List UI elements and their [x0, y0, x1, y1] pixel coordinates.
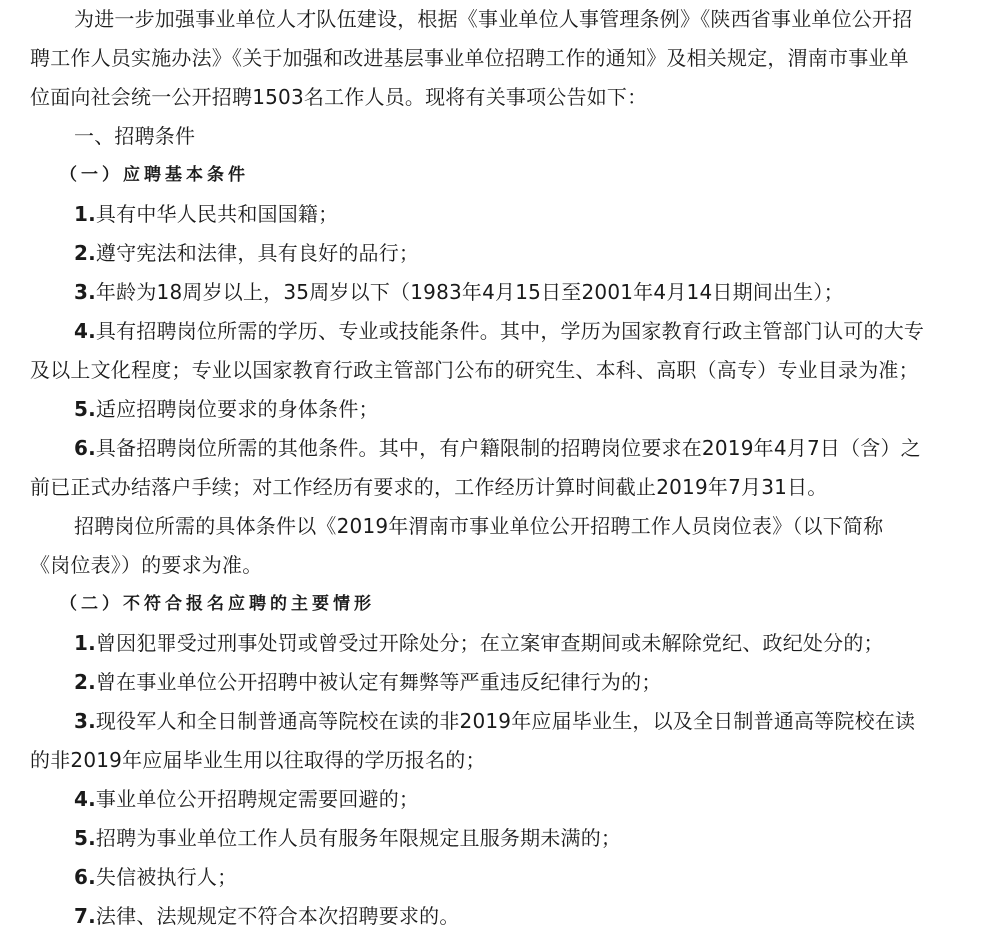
exclusion-2 — [30, 663, 983, 702]
item-text: 事业单位公开招聘规定需要回避的； — [95, 787, 420, 811]
item-text: 年龄为18周岁以上，35周岁以下（1983年4月15日至2001年4月14日期间出生）； — [95, 280, 844, 304]
item-number: 3. — [74, 709, 96, 733]
intro-line-2: 聘工作人员实施办法》《关于加强和改进基层事业单位招聘工作的通知》及相关规定，渭南市事业单 — [30, 46, 909, 70]
item-text: 招聘为事业单位工作人员有服务年限规定且服务期未满的； — [95, 826, 622, 850]
intro-line-3: 位面向社会统一公开招聘1503名工作人员。现将有关事项公告如下： — [30, 85, 648, 109]
item-number: 1. — [74, 202, 96, 226]
exclusion-3 — [30, 702, 983, 741]
item-text: 适应招聘岗位要求的身体条件； — [95, 397, 379, 421]
item-text: 现役军人和全日制普通高等院校在读的非2019年应届毕业生，以及全日制普通高等院校在读 — [95, 709, 916, 733]
item-text: 遵守宪法和法律，具有良好的品行； — [95, 241, 420, 265]
intro-line-1: 为进一步加强事业单位人才队伍建设，根据《事业单位人事管理条例》《陕西省事业单位公开招 — [74, 7, 913, 31]
subsection-2-heading: （二）不符合报名应聘的主要情形 — [60, 594, 375, 614]
item-number: 2. — [74, 241, 96, 265]
item-text: 具有中华人民共和国国籍； — [95, 202, 339, 226]
position-note-line-1: 招聘岗位所需的具体条件以《2019年渭南市事业单位公开招聘工作人员岗位表》（以下简称 — [74, 514, 884, 538]
item-number: 6. — [74, 436, 96, 460]
item-text: 曾在事业单位公开招聘中被认定有舞弊等严重违反纪律行为的； — [95, 670, 662, 694]
position-note-line-2: 《岗位表》）的要求为准。 — [30, 553, 263, 577]
basic-condition-5 — [30, 390, 983, 429]
exclusion-3-continued: 的非2019年应届毕业生用以往取得的学历报名的； — [30, 748, 486, 772]
item-number: 3. — [74, 280, 96, 304]
basic-condition-2 — [30, 234, 983, 273]
item-number: 7. — [74, 904, 96, 928]
exclusion-1 — [30, 624, 983, 663]
item-text: 曾因犯罪受过刑事处罚或曾受过开除处分；在立案审查期间或未解除党纪、政纪处分的； — [95, 631, 884, 655]
item-number: 4. — [74, 319, 96, 343]
item-number: 4. — [74, 787, 96, 811]
item-text: 失信被执行人； — [95, 865, 238, 889]
section-1-heading: 一、招聘条件 — [74, 124, 196, 148]
subsection-1-heading: （一）应聘基本条件 — [60, 165, 249, 185]
item-number: 5. — [74, 826, 96, 850]
item-text: 具有招聘岗位所需的学历、专业或技能条件。其中，学历为国家教育行政主管部门认可的大专 — [95, 319, 925, 343]
basic-condition-4-continued: 及以上文化程度；专业以国家教育行政主管部门公布的研究生、本科、高职（高专）专业目录为准； — [30, 358, 919, 382]
item-number: 2. — [74, 670, 96, 694]
item-number: 1. — [74, 631, 96, 655]
basic-condition-3 — [30, 273, 983, 312]
basic-condition-6 — [30, 429, 983, 468]
exclusion-7 — [30, 897, 983, 936]
item-number: 5. — [74, 397, 96, 421]
exclusion-4 — [30, 780, 983, 819]
exclusion-5 — [30, 819, 983, 858]
basic-condition-1 — [30, 195, 983, 234]
item-text: 法律、法规规定不符合本次招聘要求的。 — [95, 904, 460, 928]
exclusion-6 — [30, 858, 983, 897]
item-number: 6. — [74, 865, 96, 889]
item-text: 具备招聘岗位所需的其他条件。其中，有户籍限制的招聘岗位要求在2019年4月7日（含）之 — [95, 436, 921, 460]
basic-condition-4 — [30, 312, 983, 351]
basic-condition-6-continued: 前已正式办结落户手续；对工作经历有要求的，工作经历计算时间截止2019年7月31日。 — [30, 475, 828, 499]
